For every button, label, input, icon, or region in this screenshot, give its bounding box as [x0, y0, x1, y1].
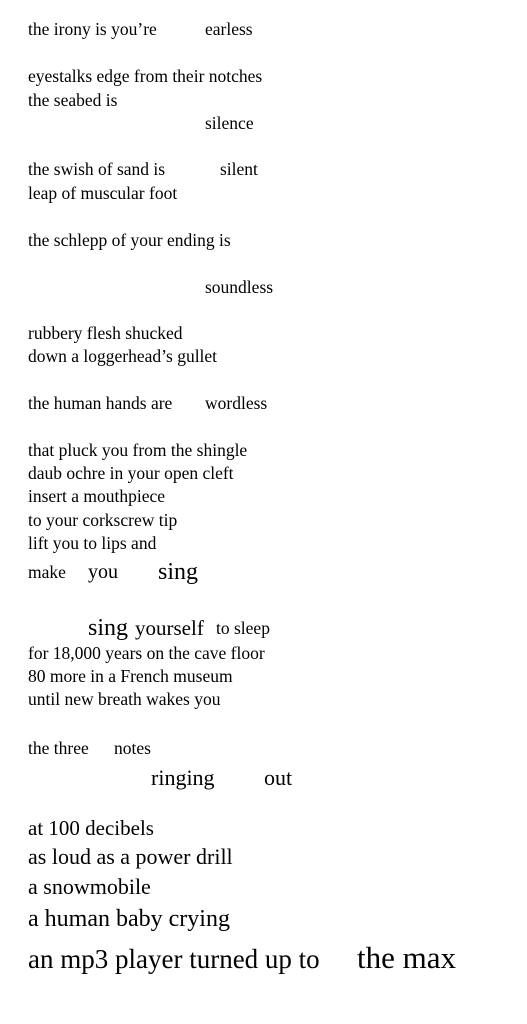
poem-line: an mp3 player turned up to	[28, 944, 320, 974]
poem-line: a human baby crying	[28, 906, 230, 932]
poem-line: rubbery flesh shucked	[28, 323, 183, 343]
poem-line: daub ochre in your open cleft	[28, 463, 234, 483]
poem-line: leap of muscular foot	[28, 183, 178, 203]
poem-line: the max	[357, 940, 456, 975]
poem-line: at 100 decibels	[28, 816, 154, 840]
poem-line: eyestalks edge from their notches	[28, 66, 263, 86]
poem-line: silence	[205, 113, 254, 133]
poem-line: wordless	[205, 393, 268, 413]
poem-line: the three	[28, 738, 89, 758]
poem-line: soundless	[205, 277, 274, 297]
poem-line: ringing	[151, 765, 215, 790]
poem-line: a snowmobile	[28, 874, 151, 899]
poem-line: that pluck you from the shingle	[28, 440, 248, 460]
poem-line: lift you to lips and	[28, 533, 157, 553]
poem-line: you	[88, 561, 118, 583]
poem-line: make	[28, 562, 66, 582]
poem-line: notes	[114, 738, 151, 758]
poem-line: the human hands are	[28, 393, 173, 413]
poem-line: insert a mouthpiece	[28, 486, 166, 506]
poem-line: to your corkscrew tip	[28, 510, 178, 530]
poem-line: for 18,000 years on the cave floor	[28, 643, 265, 663]
poem-line: earless	[205, 19, 253, 39]
poem-line: out	[264, 765, 293, 790]
poem-line: as loud as a power drill	[28, 844, 233, 869]
poem-line: sing	[158, 559, 199, 585]
poem-line: the swish of sand is	[28, 159, 166, 179]
poem-line: silent	[220, 159, 258, 179]
poem-line: yourself	[135, 616, 204, 640]
poem-line: 80 more in a French museum	[28, 666, 233, 686]
poem-line: the schlepp of your ending is	[28, 230, 231, 250]
poem-line: the seabed is	[28, 90, 118, 110]
poem-line: to sleep	[216, 618, 270, 638]
poem-line: the irony is you’re	[28, 19, 157, 39]
poem-line: sing	[88, 615, 129, 641]
poem-line: down a loggerhead’s gullet	[28, 346, 218, 366]
poem-line: until new breath wakes you	[28, 689, 221, 709]
